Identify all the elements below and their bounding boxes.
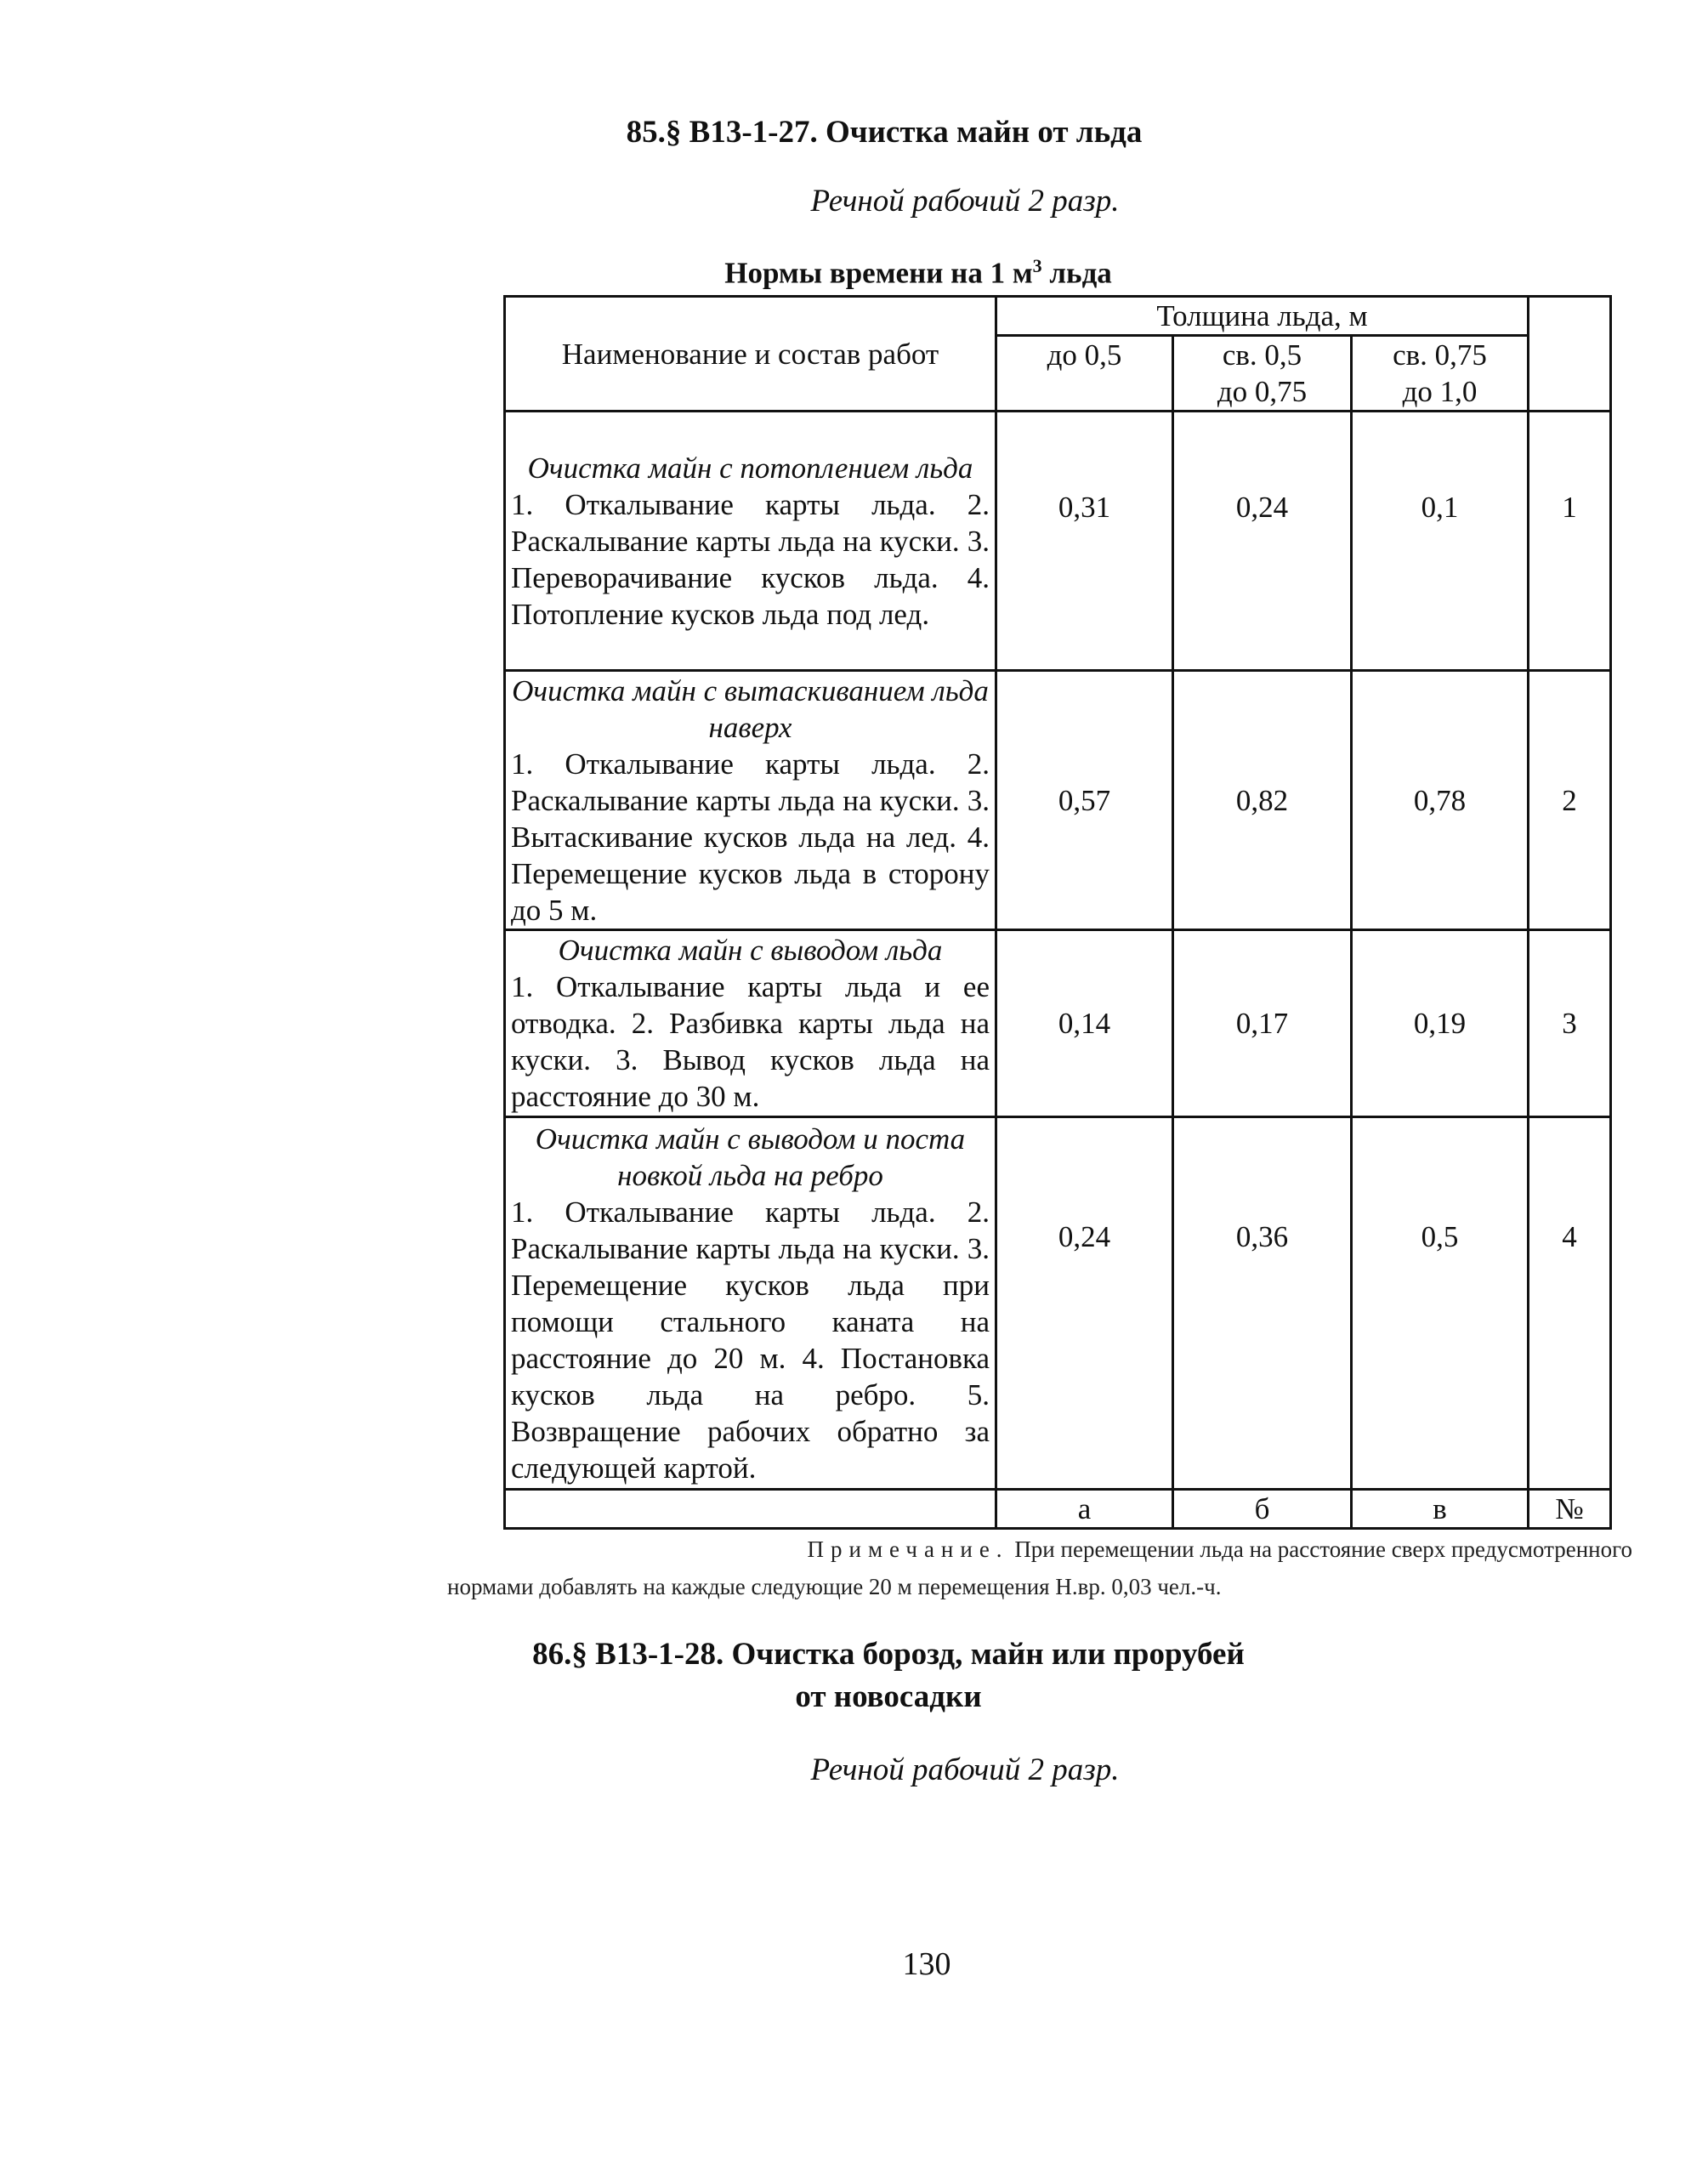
table-row [505, 412, 1611, 671]
norms-table [503, 295, 1612, 1530]
header-col-c: св. 0,75 до 1,0 [1352, 336, 1529, 412]
value-a: 0,57 [996, 671, 1173, 930]
section-86-heading-line-1: 86.§ В13-1-28. Очистка борозд, майн или прорубей [532, 1637, 1245, 1672]
work-body: 1. Откалывание карты льда. 2. Раскалывание карты льда на куски. 3. Перемещение кусков льда при помощи стального каната на расстояние до 20 м. 4. Постановка кусков льда на ребро. 5. Возвращение рабочих обратно за следующей картой. [511, 1195, 990, 1485]
value-c: 0,78 [1352, 671, 1529, 930]
work-title: Очистка майн с выводом льда [558, 934, 943, 967]
value-b: 0,17 [1173, 930, 1352, 1117]
table-header-row [505, 297, 1611, 336]
work-cell [505, 671, 996, 930]
row-number: 3 [1529, 930, 1611, 1117]
value-c: 0,19 [1352, 930, 1529, 1117]
note-line-1 [408, 1531, 1632, 1567]
section-86-worker: Речной рабочий 2 разр. [810, 1752, 1120, 1787]
table-caption-main: Нормы времени на 1 м [724, 256, 1033, 290]
table-caption [196, 255, 1641, 291]
table-row [505, 930, 1611, 1117]
work-cell [505, 1117, 996, 1490]
table-row [505, 671, 1611, 930]
work-body: 1. Откалывание карты льда. 2. Раскалывание карты льда на куски. 3. Вытаскивание кусков льда на лед. 4. Перемещение кусков льда в сторону до 5 м. [511, 747, 990, 927]
work-title: Очистка майн с потоплением льда [527, 451, 973, 485]
work-body: 1. Откалывание карты льда и ее отводка. 2. Разбивка карты льда на куски. 3. Вывод кусков льда на расстояние до 30 м. [511, 970, 990, 1113]
value-b: 0,24 [1173, 412, 1352, 671]
work-cell [505, 412, 996, 671]
value-a: 0,24 [996, 1117, 1173, 1490]
note-line-2: нормами добавлять на каждые следующие 20 м перемещения Н.вр. 0,03 чел.-ч. [447, 1574, 1222, 1599]
value-b: 0,82 [1173, 671, 1352, 930]
section-85-heading: 85.§ В13-1-27. Очистка майн от льда [626, 115, 1143, 150]
section-85-worker: Речной рабочий 2 разр. [810, 184, 1120, 219]
table-footer-row [505, 1490, 1611, 1529]
row-number: 1 [1529, 412, 1611, 671]
work-cell [505, 930, 996, 1117]
table-caption-superscript: 3 [1032, 255, 1042, 276]
footer-empty [505, 1490, 996, 1529]
table-caption-tail: льда [1041, 256, 1112, 290]
header-num-empty [1529, 297, 1611, 412]
footer-num: № [1529, 1490, 1611, 1529]
section-86-heading-line-2: от новосадки [795, 1679, 982, 1714]
header-work: Наименование и состав работ [505, 297, 996, 412]
work-body: 1. Откалывание карты льда. 2. Раскалывание карты льда на куски. 3. Переворачивание кусков льда. 4. Потопление кусков льда под лед. [511, 487, 990, 631]
table-row [505, 1117, 1611, 1490]
value-a: 0,31 [996, 412, 1173, 671]
page-number: 130 [902, 1946, 951, 1982]
footer-col-c: в [1352, 1490, 1529, 1529]
value-c: 0,5 [1352, 1117, 1529, 1490]
footer-col-a: а [996, 1490, 1173, 1529]
row-number: 4 [1529, 1117, 1611, 1490]
row-number: 2 [1529, 671, 1611, 930]
note-label: Примечание. [807, 1536, 1009, 1562]
footer-col-b: б [1173, 1490, 1352, 1529]
value-c: 0,1 [1352, 412, 1529, 671]
value-b: 0,36 [1173, 1117, 1352, 1490]
header-thickness: Толщина льда, м [996, 297, 1529, 336]
value-a: 0,14 [996, 930, 1173, 1117]
work-title: Очистка майн с вытаскиванием льда наверх [512, 673, 989, 744]
note-text-1: При перемещении льда на расстояние сверх предусмотренного [1014, 1536, 1632, 1562]
work-title: Очистка майн с выводом и поста новкой льда на ребро [535, 1122, 966, 1192]
header-col-b: св. 0,5 до 0,75 [1173, 336, 1352, 412]
header-col-a: до 0,5 [996, 336, 1173, 412]
